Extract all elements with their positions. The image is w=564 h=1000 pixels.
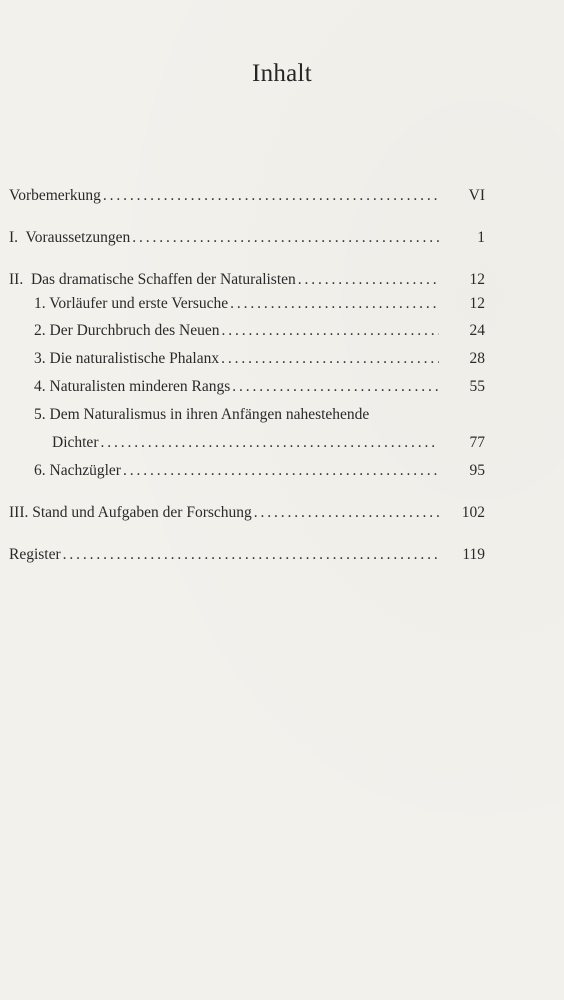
dot-leader (103, 185, 439, 207)
toc-entry-durchbruch[interactable] (9, 320, 485, 342)
toc-entry-label: Register (9, 546, 61, 563)
toc-entry-phalanx[interactable] (9, 348, 485, 370)
toc-entry-label: 3. Die naturalistische Phalanx (34, 350, 220, 367)
toc-page-number: 119 (462, 546, 485, 563)
toc-page-number: 28 (469, 350, 485, 367)
dot-leader (63, 544, 439, 566)
toc-entry-label: 6. Nachzügler (34, 462, 121, 479)
toc-entry-voraussetzungen[interactable] (9, 227, 485, 249)
toc-entry-label: I. Voraussetzungen (9, 229, 131, 246)
dot-leader (132, 227, 439, 249)
toc-page-number: 77 (469, 434, 485, 451)
toc-entry-label: 1. Vorläufer und erste Versuche (34, 295, 229, 312)
dot-leader (232, 376, 439, 398)
toc-entry-nachzuegler[interactable] (9, 460, 485, 482)
toc-page-number: 1 (477, 229, 485, 246)
toc-entry-label: 5. Dem Naturalismus in ihren Anfängen nahestehende (34, 406, 370, 423)
toc-page-number: 12 (469, 271, 485, 288)
toc-entry-vorbemerkung[interactable] (9, 185, 485, 207)
toc-entry-dramatische-schaffen[interactable] (9, 269, 485, 291)
toc-entry-vorlaeufer[interactable] (9, 293, 485, 315)
dot-leader (221, 348, 439, 370)
toc-entry-forschung[interactable] (9, 502, 485, 524)
toc-entry-register[interactable] (9, 544, 485, 566)
toc-entry-label: II. Das dramatische Schaffen der Naturalisten (9, 271, 296, 288)
toc-page-number: 95 (469, 462, 485, 479)
toc-entry-minderen-rangs[interactable] (9, 376, 485, 398)
toc-page-number: 12 (469, 295, 485, 312)
dot-leader (100, 432, 439, 454)
toc-page-number: 55 (469, 378, 485, 395)
toc-entry-label: 4. Naturalisten minderen Rangs (34, 378, 231, 395)
toc-page-number: 24 (469, 322, 485, 339)
toc-entry-label: Dichter (52, 434, 99, 451)
dot-leader (298, 269, 439, 291)
page-title: Inhalt (251, 60, 313, 87)
toc-entry-label: III. Stand und Aufgaben der Forschung (9, 504, 252, 521)
dot-leader (222, 320, 439, 342)
dot-leader (254, 502, 439, 524)
dot-leader (230, 293, 439, 315)
toc-page-number: 102 (461, 504, 485, 521)
toc-entry-anfaengen-line1[interactable] (9, 404, 485, 426)
toc-entry-anfaengen-line2[interactable] (9, 432, 485, 454)
toc-entry-label: Vorbemerkung (9, 187, 101, 204)
toc-page-number: VI (468, 187, 485, 204)
dot-leader (123, 460, 439, 482)
toc-entry-label: 2. Der Durchbruch des Neuen (34, 322, 220, 339)
